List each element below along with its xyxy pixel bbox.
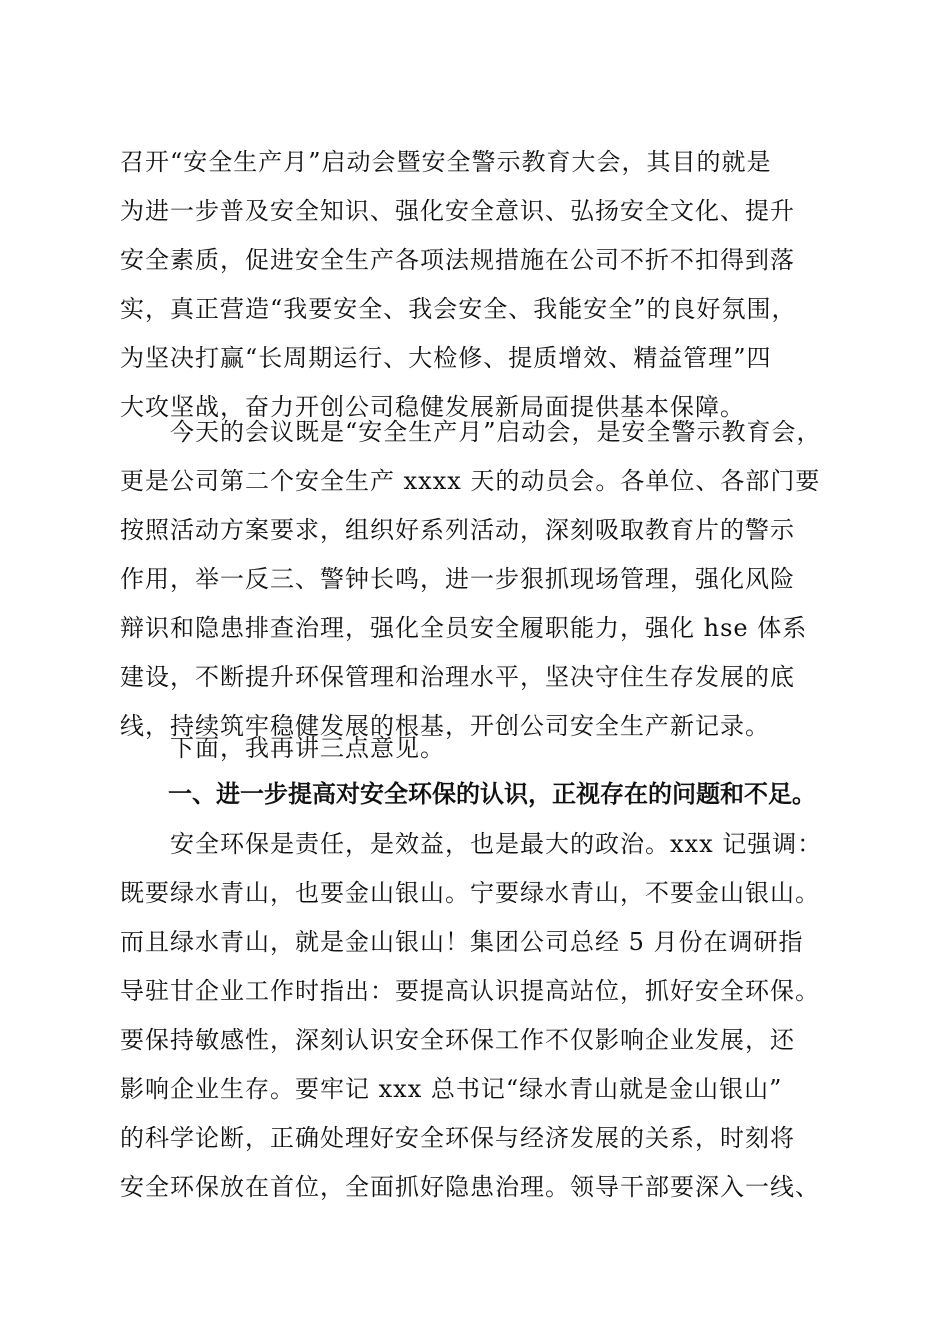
text-line: 安全环保放在首位，全面抓好隐患治理。领导干部要深入一线、 <box>120 1173 820 1201</box>
text-line: 为进一步普及安全知识、强化安全意识、弘扬安全文化、提升 <box>120 197 795 225</box>
text-line: 召开“安全生产月”启动会暨安全警示教育大会，其目的就是 <box>120 148 772 176</box>
text-line: 建设，不断提升环保管理和治理水平，坚决守住生存发展的底 <box>120 663 795 691</box>
text-line: 的科学论断，正确处理好安全环保与经济发展的关系，时刻将 <box>120 1124 795 1152</box>
text-line: 既要绿水青山，也要金山银山。宁要绿水青山，不要金山银山。 <box>120 879 820 907</box>
text-line: 今天的会议既是“安全生产月”启动会，是安全警示教育会， <box>120 418 822 446</box>
text-line: 为坚决打赢“长周期运行、大检修、提质增效、精益管理”四 <box>120 344 772 372</box>
text-line: 下面，我再讲三点意见。 <box>120 734 445 762</box>
text-line: 作用，举一反三、警钟长鸣，进一步狠抓现场管理，强化风险 <box>120 565 795 593</box>
text-line: 线，持续筑牢稳健发展的根基，开创公司安全生产新记录。 <box>120 712 770 740</box>
text-line: 大攻坚战，奋力开创公司稳健发展新局面提供基本保障。 <box>120 393 745 421</box>
text-line: 影响企业生存。要牢记 xxx 总书记“绿水青山就是金山银山” <box>120 1075 783 1103</box>
section-heading: 一、进一步提高对安全环保的认识，正视存在的问题和不足。 <box>120 780 816 808</box>
text-line: 安全素质，促进安全生产各项法规措施在公司不折不扣得到落 <box>120 246 795 274</box>
text-line: 要保持敏感性，深刻认识安全环保工作不仅影响企业发展，还 <box>120 1026 795 1054</box>
text-line: 导驻甘企业工作时指出：要提高认识提高站位，抓好安全环保。 <box>120 977 820 1005</box>
text-line: 实，真正营造“我要安全、我会安全、我能安全”的良好氛围， <box>120 295 797 323</box>
text-line: 安全环保是责任，是效益，也是最大的政治。xxx 记强调： <box>120 830 823 858</box>
text-line: 更是公司第二个安全生产 xxxx 天的动员会。各单位、各部门要 <box>120 467 821 495</box>
text-line: 按照活动方案要求，组织好系列活动，深刻吸取教育片的警示 <box>120 516 795 544</box>
text-line: 而且绿水青山，就是金山银山！集团公司总经 5 月份在调研指 <box>120 928 804 956</box>
text-line: 辩识和隐患排查治理，强化全员安全履职能力，强化 hse 体系 <box>120 614 808 642</box>
